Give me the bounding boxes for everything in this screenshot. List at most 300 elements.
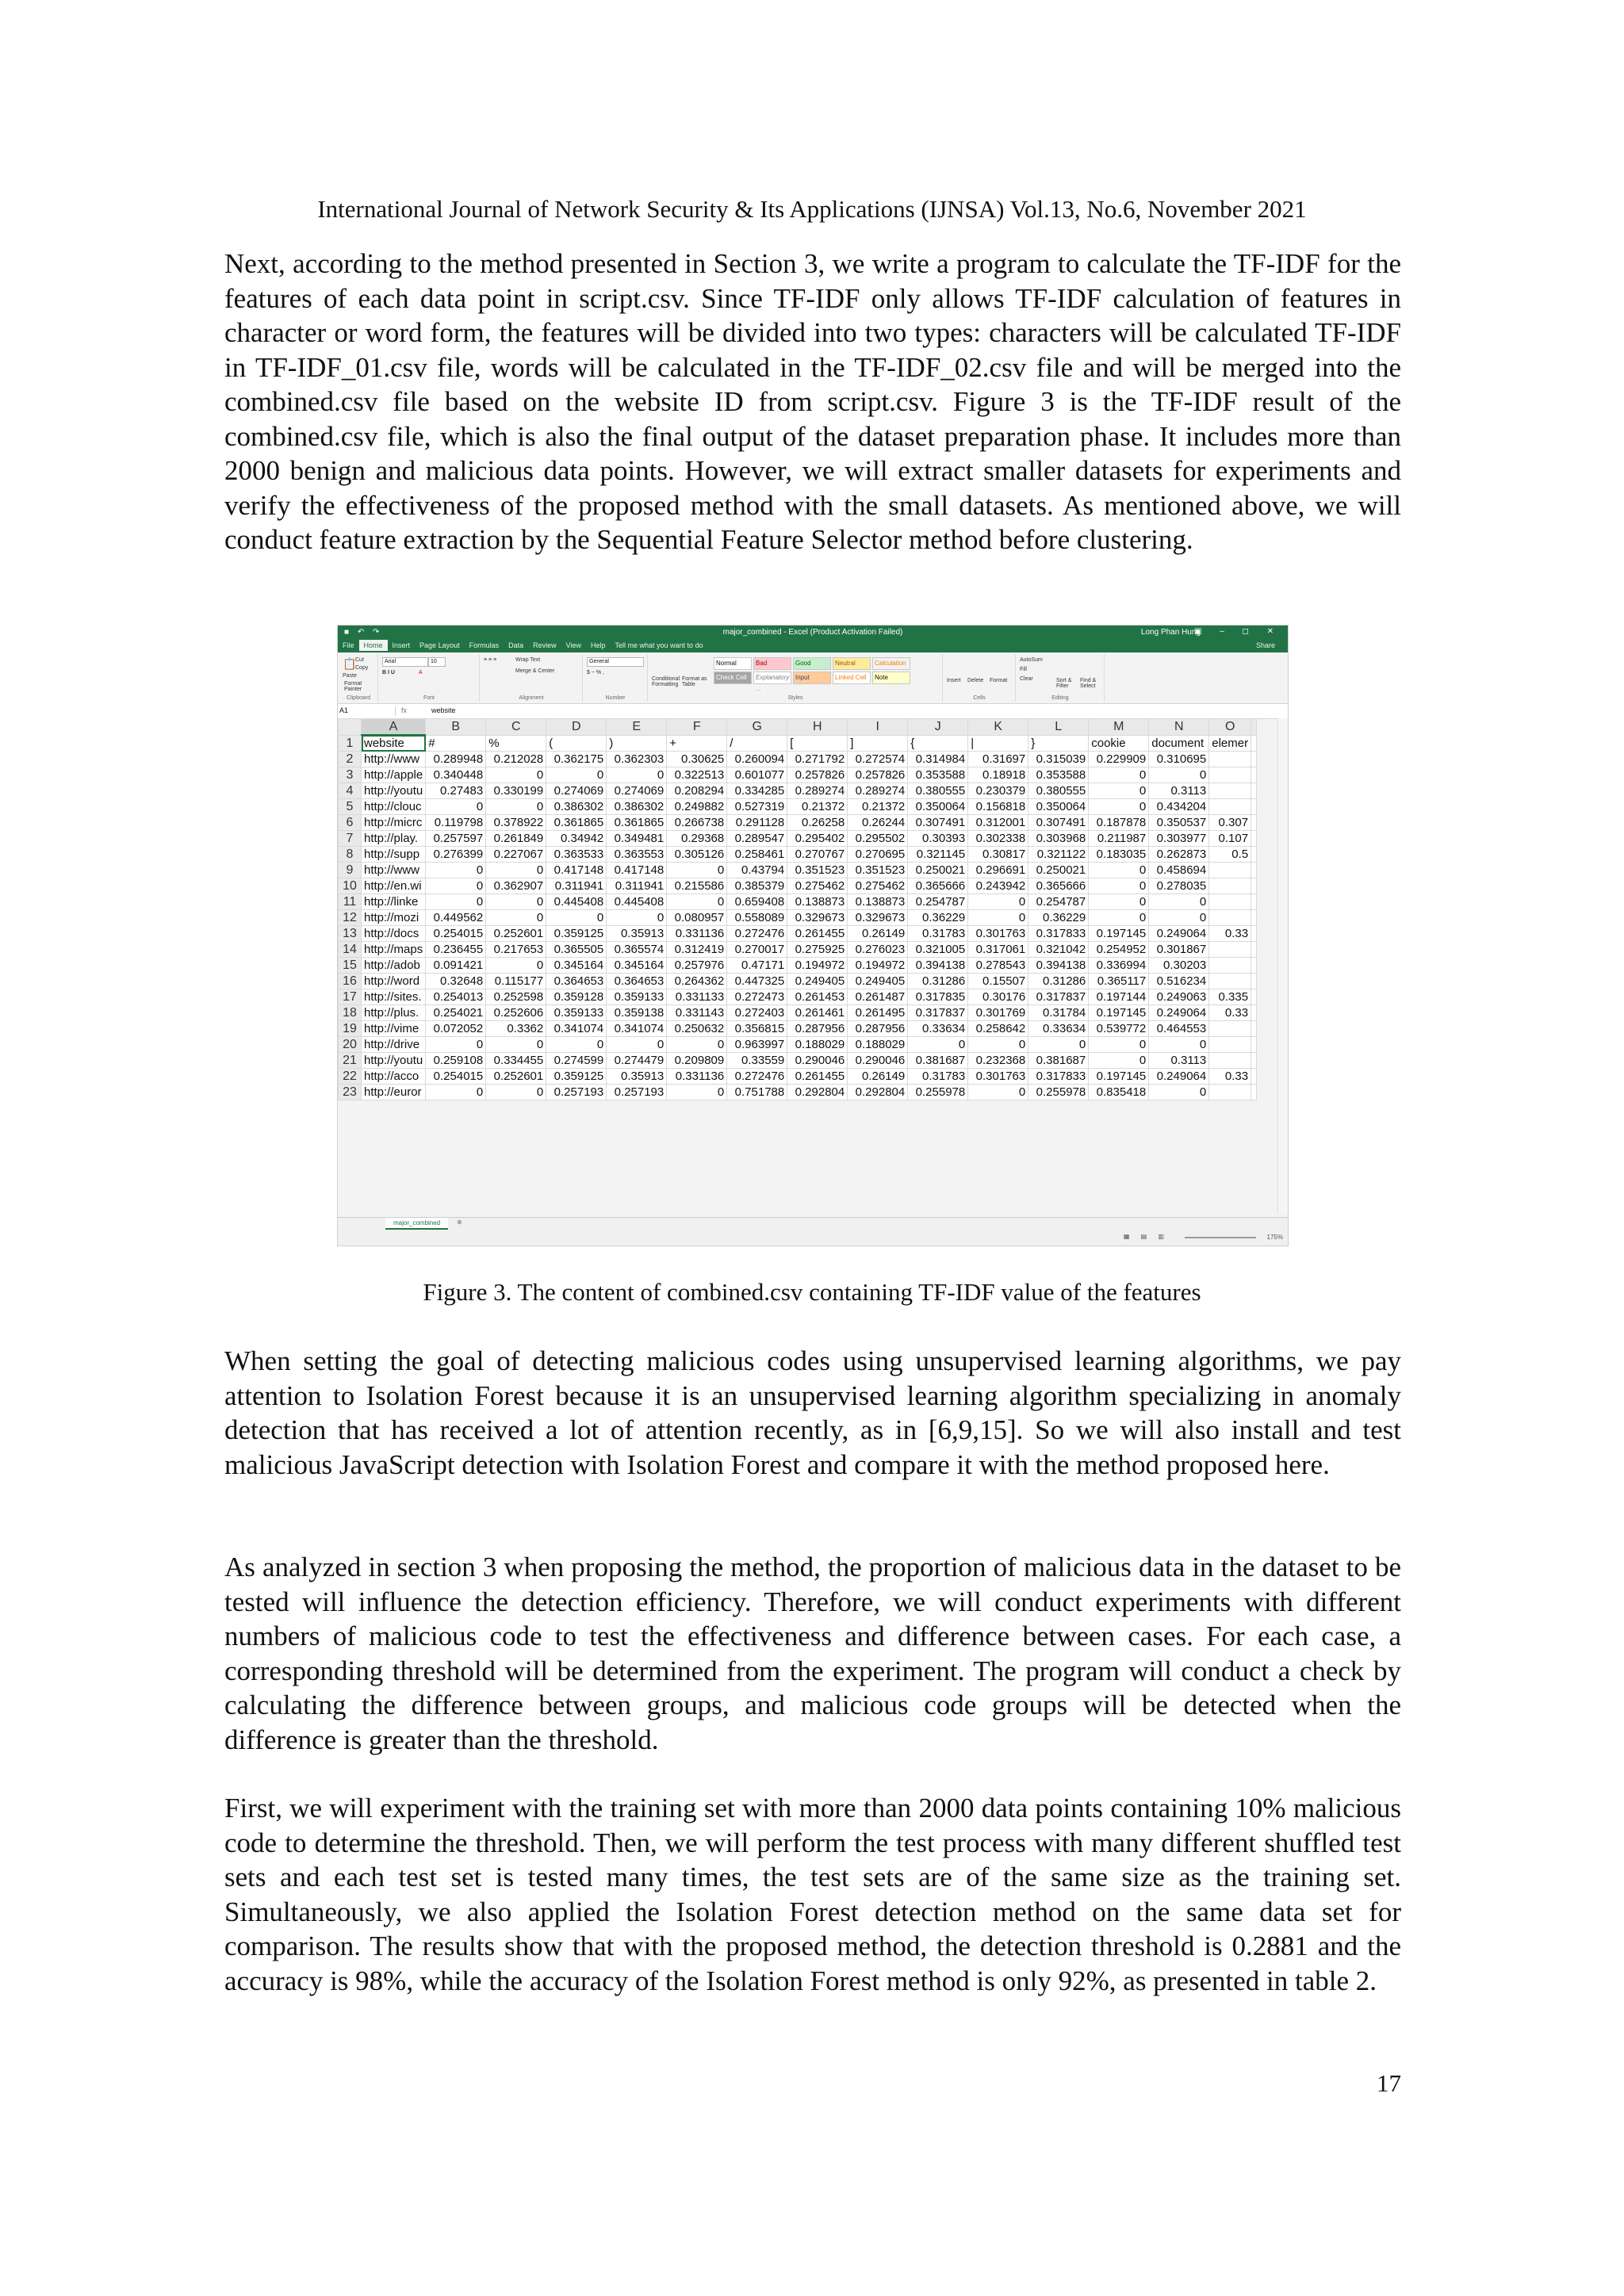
row-number[interactable]: 13 — [339, 926, 362, 942]
cell[interactable]: 0.194972 — [787, 958, 848, 974]
cell[interactable]: 0.36229 — [908, 910, 968, 926]
cell[interactable]: 0.363533 — [546, 847, 607, 863]
cell[interactable]: 0.229909 — [1089, 752, 1149, 767]
cell[interactable]: 0.261461 — [787, 1005, 848, 1021]
cell-empty[interactable] — [1251, 910, 1257, 926]
cell[interactable]: 0.252598 — [486, 989, 546, 1005]
cell[interactable]: 0.751788 — [727, 1085, 787, 1100]
cell[interactable]: 0.291128 — [727, 815, 787, 831]
cell[interactable]: 0.359128 — [546, 989, 607, 1005]
cell[interactable]: 0.3113 — [1149, 1053, 1209, 1069]
column-header[interactable]: M — [1089, 719, 1149, 736]
style-bad[interactable]: Bad — [753, 657, 791, 670]
cell[interactable]: 0 — [1089, 783, 1149, 799]
cell[interactable]: 0.197144 — [1089, 989, 1149, 1005]
cell-empty[interactable] — [1251, 799, 1257, 815]
cut-button[interactable]: Cut — [355, 657, 364, 663]
style-linked-cell[interactable]: Linked Cell — [833, 672, 871, 684]
cell[interactable] — [1209, 1021, 1251, 1037]
column-header[interactable]: O — [1209, 719, 1251, 736]
cell[interactable]: 0.258642 — [968, 1021, 1028, 1037]
cell-empty[interactable] — [1251, 767, 1257, 783]
formula-input[interactable]: website — [431, 706, 456, 714]
cell[interactable]: 0.464553 — [1149, 1021, 1209, 1037]
style-normal[interactable]: Normal — [714, 657, 752, 670]
cell[interactable]: 0.156818 — [968, 799, 1028, 815]
paste-button[interactable]: Paste — [343, 673, 357, 679]
cell[interactable]: 0.315039 — [1028, 752, 1089, 767]
wrap-text-button[interactable]: Wrap Text — [515, 657, 541, 663]
cell[interactable]: 0.386302 — [546, 799, 607, 815]
cell[interactable]: 0.18918 — [968, 767, 1028, 783]
row-number[interactable]: 19 — [339, 1021, 362, 1037]
style-input[interactable]: Input — [793, 672, 831, 684]
cell[interactable]: 0.335 — [1209, 989, 1251, 1005]
cell-empty[interactable] — [1251, 958, 1257, 974]
cell[interactable]: 0.290046 — [787, 1053, 848, 1069]
cell-empty[interactable] — [1251, 974, 1257, 989]
row-number[interactable]: 16 — [339, 974, 362, 989]
sheet-tab[interactable]: major_combined — [385, 1218, 448, 1230]
cell[interactable] — [1209, 863, 1251, 878]
cell[interactable]: http://www — [362, 863, 426, 878]
cell[interactable]: 0.208294 — [667, 783, 727, 799]
cell[interactable]: 0.255978 — [1028, 1085, 1089, 1100]
cell[interactable]: 0.307491 — [908, 815, 968, 831]
cell[interactable]: 0.321005 — [908, 942, 968, 958]
cell[interactable]: http://micrc — [362, 815, 426, 831]
style-explanatory[interactable]: Explanatory ... — [753, 672, 791, 684]
cell[interactable]: http://apple — [362, 767, 426, 783]
cell[interactable]: 0 — [968, 894, 1028, 910]
cell[interactable]: 0.254013 — [426, 989, 486, 1005]
cell[interactable]: 0.243942 — [968, 878, 1028, 894]
cell-empty[interactable] — [1251, 1021, 1257, 1037]
cell[interactable]: 0 — [607, 767, 667, 783]
cell[interactable]: 0.274599 — [546, 1053, 607, 1069]
cell[interactable]: 0.254021 — [426, 1005, 486, 1021]
cell[interactable]: http://clouc — [362, 799, 426, 815]
cell[interactable]: 0 — [486, 958, 546, 974]
cell[interactable]: http://plus. — [362, 1005, 426, 1021]
row-number[interactable]: 6 — [339, 815, 362, 831]
cell[interactable]: 0 — [1089, 1037, 1149, 1053]
sort-filter-button[interactable]: Sort & Filter — [1056, 678, 1072, 689]
cell[interactable]: 0 — [667, 863, 727, 878]
row-number[interactable]: 5 — [339, 799, 362, 815]
cell[interactable]: 0.47171 — [727, 958, 787, 974]
menu-tab[interactable]: Page Layout — [419, 641, 460, 649]
row-number[interactable]: 11 — [339, 894, 362, 910]
cell[interactable]: http://sites. — [362, 989, 426, 1005]
cell[interactable]: 0.255978 — [908, 1085, 968, 1100]
row-number[interactable]: 14 — [339, 942, 362, 958]
cell[interactable]: 0 — [426, 799, 486, 815]
cell[interactable]: 0.963997 — [727, 1037, 787, 1053]
row-number[interactable]: 12 — [339, 910, 362, 926]
cell[interactable]: 0.274479 — [607, 1053, 667, 1069]
cell[interactable]: 0.356815 — [727, 1021, 787, 1037]
cell[interactable]: 0.209809 — [667, 1053, 727, 1069]
cell[interactable]: 0 — [1089, 910, 1149, 926]
cell[interactable]: website — [362, 735, 426, 752]
cell[interactable]: 0.349481 — [607, 831, 667, 847]
cell[interactable]: 0.321122 — [1028, 847, 1089, 863]
cell[interactable]: 0.311941 — [546, 878, 607, 894]
cell[interactable]: 0 — [486, 910, 546, 926]
cell[interactable]: 0.259108 — [426, 1053, 486, 1069]
cell[interactable]: 0.249064 — [1149, 926, 1209, 942]
cell[interactable]: 0.301867 — [1149, 942, 1209, 958]
column-header[interactable]: I — [848, 719, 908, 736]
cell[interactable]: 0.261495 — [848, 1005, 908, 1021]
cell[interactable]: 0.341074 — [546, 1021, 607, 1037]
style-check-cell[interactable]: Check Cell — [714, 672, 752, 684]
cell[interactable]: 0.30203 — [1149, 958, 1209, 974]
fx-icon[interactable]: fx — [401, 706, 408, 714]
cell[interactable]: 0.211987 — [1089, 831, 1149, 847]
cell[interactable]: 0 — [486, 767, 546, 783]
cell[interactable]: 0.30817 — [968, 847, 1028, 863]
cell[interactable] — [1209, 910, 1251, 926]
cell[interactable]: cookie — [1089, 735, 1149, 752]
cell[interactable]: 0.252601 — [486, 1069, 546, 1085]
column-header[interactable]: N — [1149, 719, 1209, 736]
cell[interactable]: { — [908, 735, 968, 752]
cell-empty[interactable] — [1251, 847, 1257, 863]
cell[interactable] — [1209, 1053, 1251, 1069]
cell[interactable]: 0.449562 — [426, 910, 486, 926]
autosum-button[interactable]: AutoSum — [1020, 657, 1043, 663]
cell[interactable]: 0 — [968, 1037, 1028, 1053]
cell[interactable]: 0.232368 — [968, 1053, 1028, 1069]
cell[interactable]: 0.351523 — [787, 863, 848, 878]
cell[interactable]: 0.659408 — [727, 894, 787, 910]
cell[interactable]: 0 — [486, 799, 546, 815]
cell[interactable]: 0.249882 — [667, 799, 727, 815]
cell-empty[interactable] — [1251, 1005, 1257, 1021]
cell[interactable]: 0.272476 — [727, 926, 787, 942]
cell[interactable]: 0 — [546, 910, 607, 926]
cell[interactable]: 0 — [607, 1037, 667, 1053]
cell[interactable]: 0.295502 — [848, 831, 908, 847]
cell[interactable]: 0.31783 — [908, 926, 968, 942]
cell[interactable]: 0.15507 — [968, 974, 1028, 989]
cell[interactable]: 0.289948 — [426, 752, 486, 767]
cell[interactable]: 0.558089 — [727, 910, 787, 926]
cell[interactable]: 0 — [486, 863, 546, 878]
cell[interactable]: 0 — [1028, 1037, 1089, 1053]
cell[interactable]: 0.26149 — [848, 1069, 908, 1085]
cell[interactable]: 0.362907 — [486, 878, 546, 894]
cell[interactable]: 0.539772 — [1089, 1021, 1149, 1037]
cell[interactable]: # — [426, 735, 486, 752]
cell[interactable]: 0.317837 — [1028, 989, 1089, 1005]
cell[interactable]: 0.336994 — [1089, 958, 1149, 974]
cell[interactable]: 0.254787 — [908, 894, 968, 910]
cell[interactable]: 0.275462 — [787, 878, 848, 894]
cell[interactable]: 0.230379 — [968, 783, 1028, 799]
menu-tab[interactable]: Home — [359, 640, 388, 651]
row-number[interactable]: 4 — [339, 783, 362, 799]
cell[interactable]: 0.33 — [1209, 1005, 1251, 1021]
menu-tab[interactable]: Review — [533, 641, 557, 649]
cell[interactable]: 0.260094 — [727, 752, 787, 767]
cell-empty[interactable] — [1251, 878, 1257, 894]
cell[interactable]: 0.362303 — [607, 752, 667, 767]
cell[interactable]: 0.271792 — [787, 752, 848, 767]
cell[interactable]: 0 — [486, 1037, 546, 1053]
row-number[interactable]: 20 — [339, 1037, 362, 1053]
cell[interactable]: 0.278543 — [968, 958, 1028, 974]
cell[interactable]: 0.365117 — [1089, 974, 1149, 989]
cell[interactable]: 0.261487 — [848, 989, 908, 1005]
cell[interactable]: 0.33634 — [908, 1021, 968, 1037]
menu-tab[interactable]: Help — [591, 641, 606, 649]
row-number[interactable]: 9 — [339, 863, 362, 878]
cell[interactable]: 0.359125 — [546, 1069, 607, 1085]
cell[interactable]: 0.252606 — [486, 1005, 546, 1021]
cell[interactable]: ) — [607, 735, 667, 752]
cell-empty[interactable] — [1251, 1053, 1257, 1069]
font-name-select[interactable]: Arial — [382, 657, 428, 667]
cell[interactable]: 0.250632 — [667, 1021, 727, 1037]
cell[interactable]: 0 — [1149, 894, 1209, 910]
cell[interactable]: } — [1028, 735, 1089, 752]
conditional-formatting-button[interactable]: Conditional Formatting — [652, 676, 680, 687]
cell[interactable]: 0.334285 — [727, 783, 787, 799]
cell[interactable]: 0.292804 — [787, 1085, 848, 1100]
cell[interactable]: 0.187878 — [1089, 815, 1149, 831]
cell[interactable]: http://adob — [362, 958, 426, 974]
cell[interactable]: 0 — [1089, 894, 1149, 910]
style-good[interactable]: Good — [793, 657, 831, 670]
cell[interactable]: 0.262873 — [1149, 847, 1209, 863]
cell[interactable]: 0 — [426, 894, 486, 910]
cell[interactable]: 0.261849 — [486, 831, 546, 847]
cell[interactable]: 0.261455 — [787, 1069, 848, 1085]
column-header[interactable]: H — [787, 719, 848, 736]
cell[interactable]: http://supp — [362, 847, 426, 863]
cell[interactable]: 0.296691 — [968, 863, 1028, 878]
row-number[interactable]: 8 — [339, 847, 362, 863]
cell-empty[interactable] — [1251, 815, 1257, 831]
menu-tab[interactable]: Tell me what you want to do — [615, 641, 703, 649]
cell[interactable]: 0.305126 — [667, 847, 727, 863]
cell[interactable]: 0.340448 — [426, 767, 486, 783]
row-number[interactable]: 7 — [339, 831, 362, 847]
cell[interactable]: 0.080957 — [667, 910, 727, 926]
cell[interactable]: http://youtu — [362, 1053, 426, 1069]
column-header[interactable]: F — [667, 719, 727, 736]
cell[interactable]: 0.26244 — [848, 815, 908, 831]
cell[interactable]: 0.353588 — [1028, 767, 1089, 783]
cell[interactable]: 0.350064 — [1028, 799, 1089, 815]
cell[interactable]: 0.302338 — [968, 831, 1028, 847]
cell[interactable]: 0.257193 — [546, 1085, 607, 1100]
cell[interactable]: 0.312001 — [968, 815, 1028, 831]
cell[interactable]: 0.072052 — [426, 1021, 486, 1037]
cell[interactable]: 0 — [486, 894, 546, 910]
cell-empty[interactable] — [1251, 1085, 1257, 1100]
menu-tab[interactable]: Data — [508, 641, 524, 649]
cell[interactable]: / — [727, 735, 787, 752]
cell[interactable]: 0.307491 — [1028, 815, 1089, 831]
cell[interactable]: 0.345164 — [546, 958, 607, 974]
row-number[interactable]: 18 — [339, 1005, 362, 1021]
cell[interactable]: 0 — [968, 910, 1028, 926]
cell[interactable]: 0 — [1089, 767, 1149, 783]
cell-empty[interactable] — [1251, 926, 1257, 942]
zoom-level[interactable]: 175% — [1266, 1234, 1283, 1241]
select-all-corner[interactable] — [339, 719, 362, 736]
cell-empty[interactable] — [1251, 752, 1257, 767]
cell[interactable]: http://www — [362, 752, 426, 767]
cell[interactable]: 0.236455 — [426, 942, 486, 958]
cell[interactable]: 0.365574 — [607, 942, 667, 958]
cell[interactable]: 0.301763 — [968, 1069, 1028, 1085]
cell[interactable]: 0.197145 — [1089, 926, 1149, 942]
cell[interactable]: 0.330199 — [486, 783, 546, 799]
cell[interactable]: 0.321042 — [1028, 942, 1089, 958]
cell[interactable]: 0.264362 — [667, 974, 727, 989]
cell[interactable]: 0.31697 — [968, 752, 1028, 767]
cell[interactable]: 0.458694 — [1149, 863, 1209, 878]
cell[interactable]: 0.183035 — [1089, 847, 1149, 863]
cell[interactable] — [1209, 1085, 1251, 1100]
cell[interactable]: 0.359125 — [546, 926, 607, 942]
cell[interactable]: 0.385379 — [727, 878, 787, 894]
cell[interactable]: 0.33634 — [1028, 1021, 1089, 1037]
cell[interactable]: 0.276023 — [848, 942, 908, 958]
cell[interactable]: 0.26258 — [787, 815, 848, 831]
cell[interactable]: 0.314984 — [908, 752, 968, 767]
format-as-table-button[interactable]: Format as Table — [682, 676, 707, 687]
cell[interactable]: 0.331136 — [667, 926, 727, 942]
cell[interactable]: % — [486, 735, 546, 752]
cell[interactable]: 0.364653 — [546, 974, 607, 989]
cell[interactable]: 0.312419 — [667, 942, 727, 958]
cell[interactable]: 0.394138 — [908, 958, 968, 974]
cell-empty[interactable] — [1251, 863, 1257, 878]
cell[interactable]: 0 — [667, 1037, 727, 1053]
menu-tab[interactable]: Insert — [392, 641, 411, 649]
cell[interactable]: 0.36229 — [1028, 910, 1089, 926]
cell[interactable]: 0.361865 — [607, 815, 667, 831]
cell[interactable]: ( — [546, 735, 607, 752]
cell[interactable]: 0.447325 — [727, 974, 787, 989]
cell[interactable]: 0.197145 — [1089, 1069, 1149, 1085]
window-controls[interactable]: ▣ – ◻ ✕ — [1193, 627, 1281, 636]
cell[interactable]: 0.227067 — [486, 847, 546, 863]
cell[interactable]: http://word — [362, 974, 426, 989]
cell[interactable]: 0.334455 — [486, 1053, 546, 1069]
cell[interactable]: 0.359133 — [546, 1005, 607, 1021]
row-number[interactable]: 22 — [339, 1069, 362, 1085]
cell[interactable]: 0.254015 — [426, 926, 486, 942]
cell[interactable]: 0 — [1149, 767, 1209, 783]
cell[interactable]: 0 — [426, 878, 486, 894]
cell[interactable]: 0.303968 — [1028, 831, 1089, 847]
cell[interactable]: 0.254787 — [1028, 894, 1089, 910]
cell[interactable]: http://vime — [362, 1021, 426, 1037]
cell[interactable]: 0 — [486, 1085, 546, 1100]
format-painter-button[interactable]: Format Painter — [344, 681, 362, 692]
cell-empty[interactable] — [1251, 831, 1257, 847]
cell[interactable]: 0.257976 — [667, 958, 727, 974]
menu-tab[interactable]: Formulas — [469, 641, 500, 649]
cell[interactable] — [1209, 1037, 1251, 1053]
cell[interactable]: 0.252601 — [486, 926, 546, 942]
column-header[interactable]: L — [1028, 719, 1089, 736]
cell[interactable]: 0.215586 — [667, 878, 727, 894]
cell[interactable]: 0.188029 — [848, 1037, 908, 1053]
format-button[interactable]: Format — [990, 678, 1008, 683]
cell[interactable]: 0 — [546, 767, 607, 783]
cell[interactable]: 0.33 — [1209, 926, 1251, 942]
cell[interactable]: 0.270017 — [727, 942, 787, 958]
cell[interactable]: 0.32648 — [426, 974, 486, 989]
cell[interactable]: 0.107 — [1209, 831, 1251, 847]
cell[interactable]: 0.835418 — [1089, 1085, 1149, 1100]
cell[interactable]: 0.35913 — [607, 1069, 667, 1085]
cell[interactable]: 0.361865 — [546, 815, 607, 831]
cell[interactable]: 0.249063 — [1149, 989, 1209, 1005]
row-number[interactable]: 2 — [339, 752, 362, 767]
cell[interactable]: 0.381687 — [1028, 1053, 1089, 1069]
cell[interactable]: document — [1149, 735, 1209, 752]
cell[interactable]: 0.272473 — [727, 989, 787, 1005]
cell[interactable]: 0.34942 — [546, 831, 607, 847]
bold-button[interactable]: B I U — [382, 670, 395, 675]
cell[interactable]: 0.322513 — [667, 767, 727, 783]
cell[interactable]: 0.275925 — [787, 942, 848, 958]
cell[interactable]: 0.378922 — [486, 815, 546, 831]
merge-center-button[interactable]: Merge & Center — [515, 668, 555, 674]
cell[interactable]: 0.30625 — [667, 752, 727, 767]
cell[interactable]: 0.329673 — [848, 910, 908, 926]
column-header[interactable]: B — [426, 719, 486, 736]
cell[interactable]: 0.31286 — [908, 974, 968, 989]
cell[interactable]: 0.276399 — [426, 847, 486, 863]
zoom-slider[interactable] — [1185, 1237, 1256, 1238]
font-color-icon[interactable]: A — [419, 670, 423, 675]
cell[interactable]: 0.30176 — [968, 989, 1028, 1005]
cell[interactable]: 0.295402 — [787, 831, 848, 847]
cell[interactable]: 0.434204 — [1149, 799, 1209, 815]
cell[interactable]: 0.33559 — [727, 1053, 787, 1069]
cell[interactable]: 0.278035 — [1149, 878, 1209, 894]
cell[interactable]: 0.274069 — [546, 783, 607, 799]
column-header[interactable]: A — [362, 719, 426, 736]
cell[interactable] — [1209, 894, 1251, 910]
cell[interactable]: 0 — [1089, 799, 1149, 815]
cell[interactable]: 0.258461 — [727, 847, 787, 863]
cell[interactable]: 0.3362 — [486, 1021, 546, 1037]
cell[interactable]: 0.29368 — [667, 831, 727, 847]
clear-button[interactable]: Clear — [1020, 676, 1033, 682]
cell[interactable]: 0.301769 — [968, 1005, 1028, 1021]
cell[interactable]: 0 — [667, 1085, 727, 1100]
cell[interactable]: 0.317835 — [908, 989, 968, 1005]
cell[interactable]: 0.310695 — [1149, 752, 1209, 767]
cell[interactable]: 0.350064 — [908, 799, 968, 815]
menu-tab[interactable]: View — [565, 641, 581, 649]
cell[interactable]: 0 — [1149, 1037, 1209, 1053]
cell[interactable]: 0.287956 — [787, 1021, 848, 1037]
cell[interactable]: 0.289274 — [787, 783, 848, 799]
cell[interactable]: 0.317833 — [1028, 926, 1089, 942]
